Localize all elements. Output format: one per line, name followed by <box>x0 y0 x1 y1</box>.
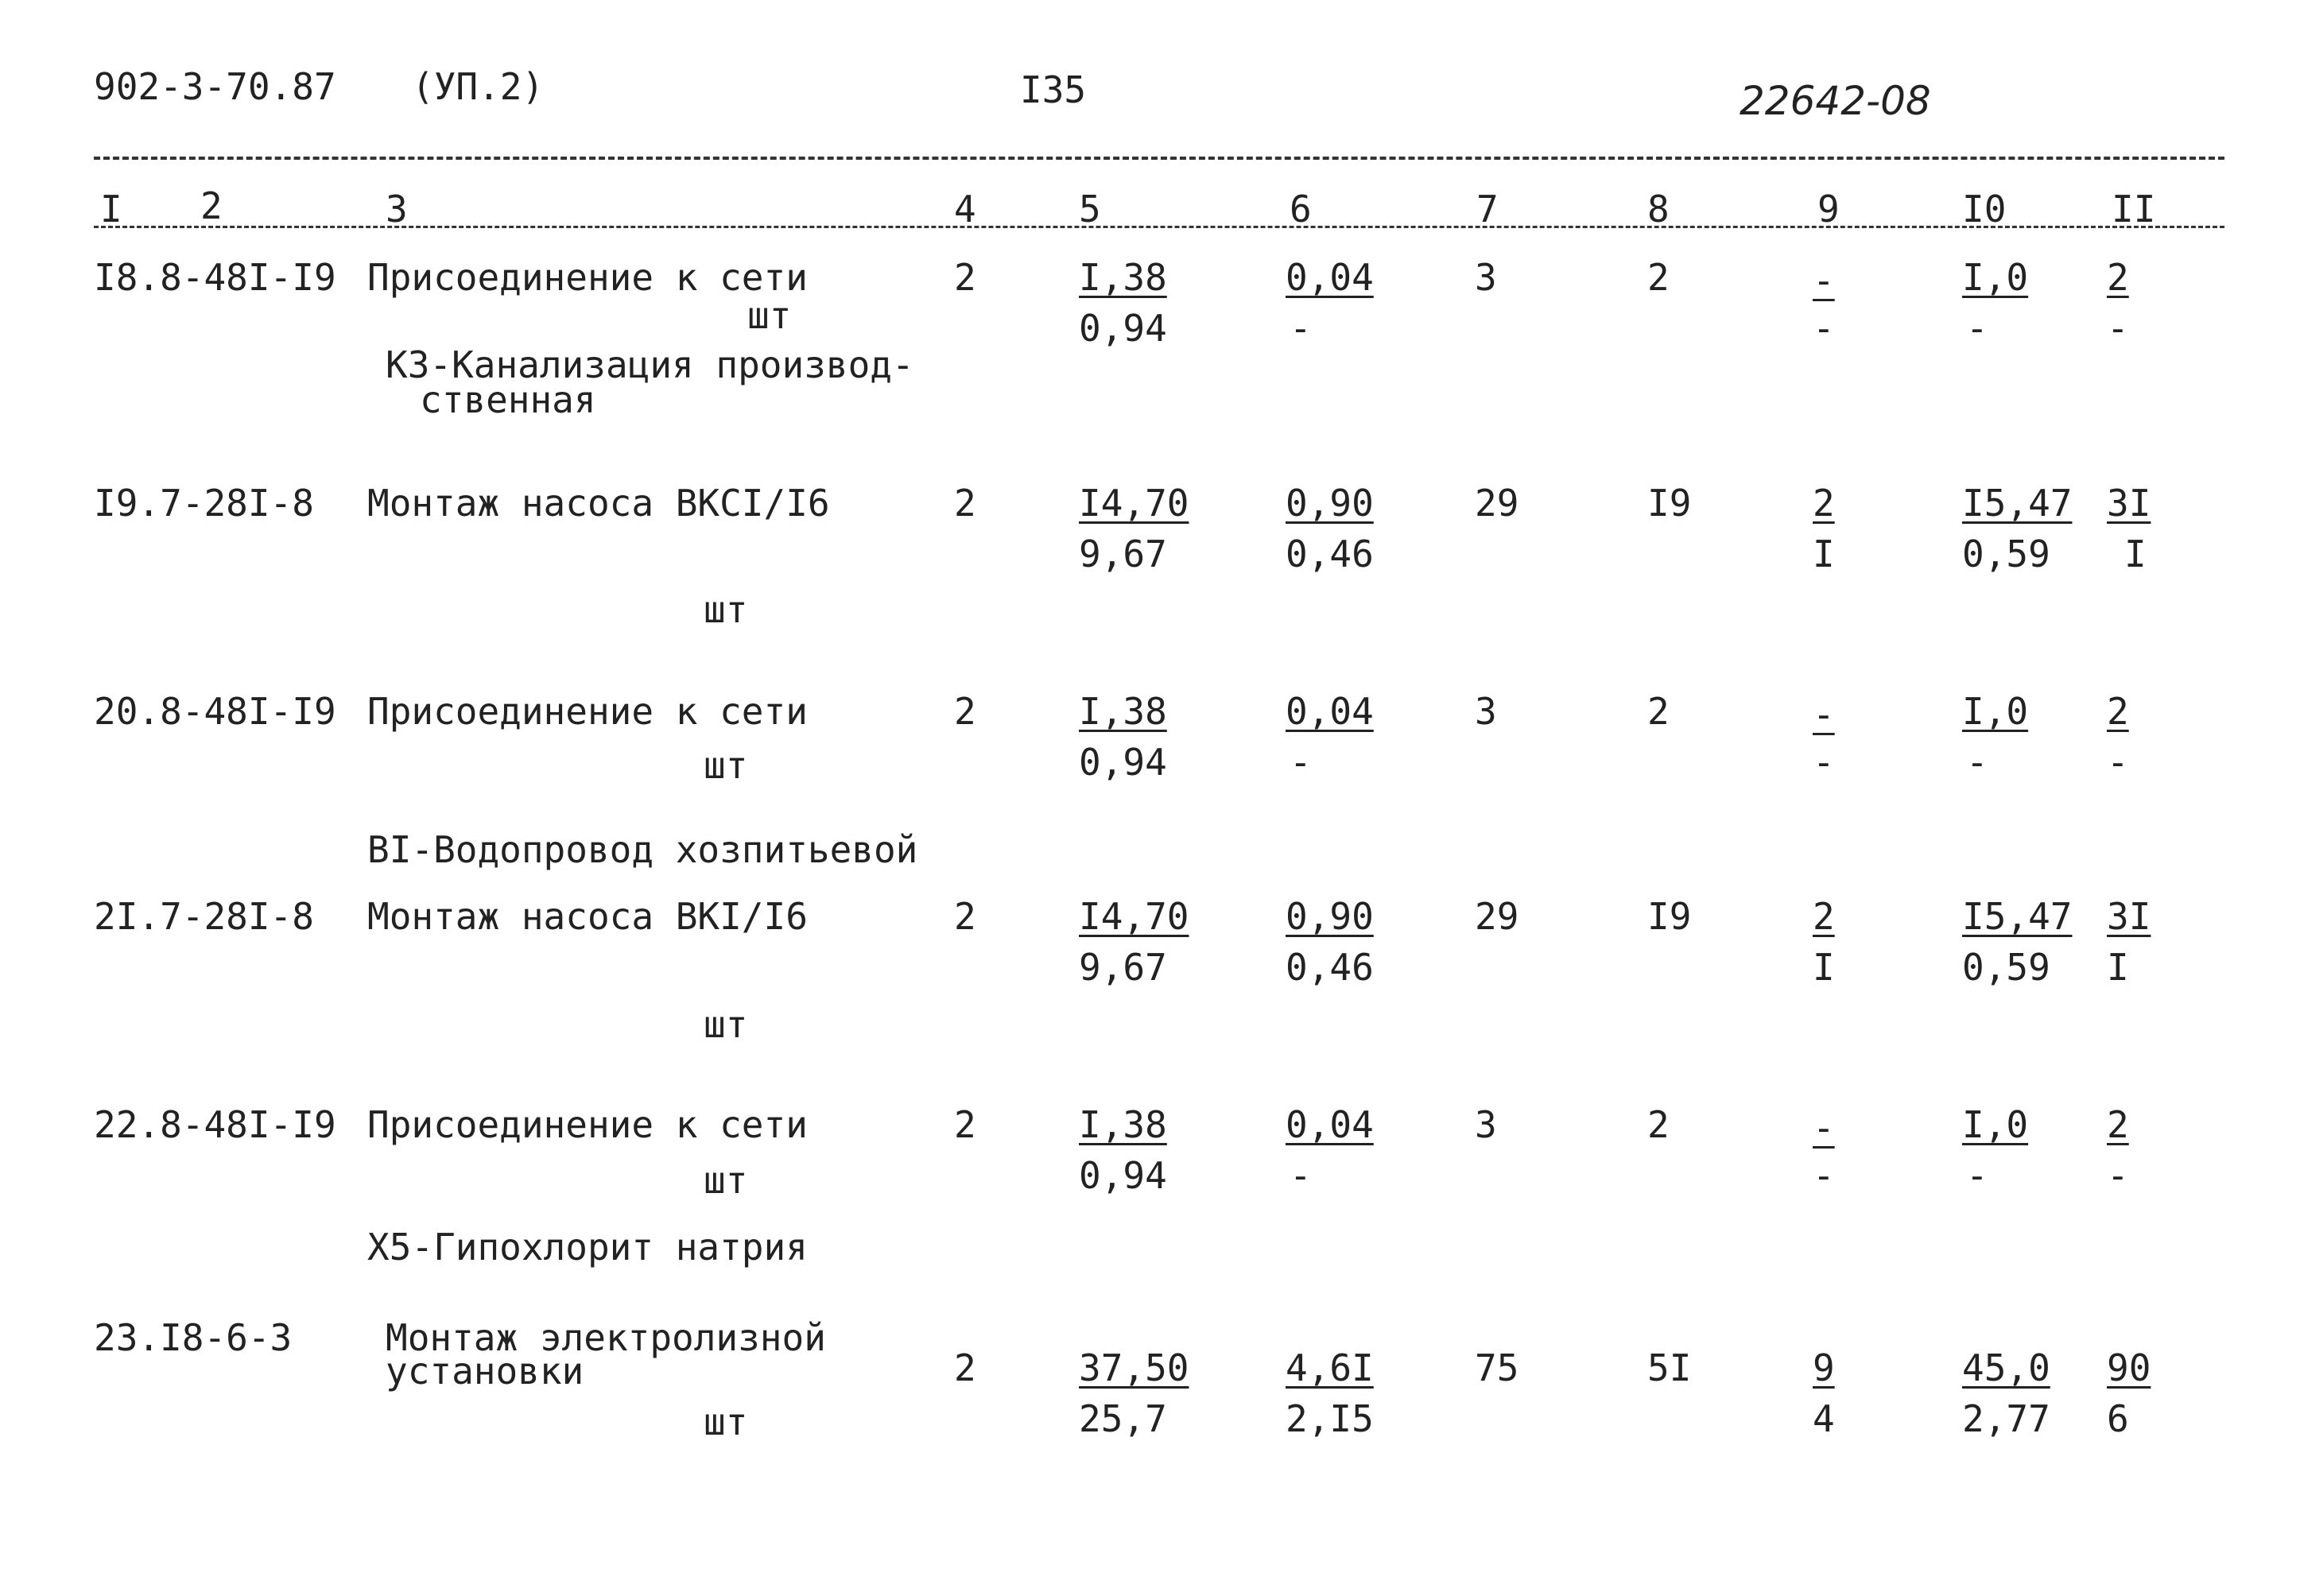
row-code: 23.I8-6-3 <box>94 1316 293 1359</box>
section-heading-k3: К3-Канализация производ- <box>386 343 914 386</box>
cell-col4: 2 <box>954 690 976 733</box>
row-code: I9.7-28I-8 <box>94 482 314 525</box>
cell-col6-bottom: 0,46 <box>1286 946 1374 989</box>
cell-col6-top: 0,04 <box>1286 690 1374 733</box>
section-heading-b1: ВI-Водопровод хозпитьевой <box>367 828 918 871</box>
cell-col4: 2 <box>954 895 976 938</box>
cell-col11-bottom: - <box>2107 307 2129 350</box>
cell-col6-top: 4,6I <box>1286 1346 1374 1389</box>
cell-col11-top: 3I <box>2107 482 2151 525</box>
cell-col5-bottom: 0,94 <box>1079 307 1167 350</box>
column-number-3: 3 <box>386 188 408 230</box>
cell-col9-bottom: I <box>1813 533 1835 575</box>
row-unit: шт <box>747 294 792 337</box>
cell-col5-top: 37,50 <box>1079 1346 1189 1389</box>
cell-col11-bottom: I <box>2124 533 2147 575</box>
row-unit: шт <box>704 588 748 631</box>
cell-col6-top: 0,04 <box>1286 1103 1374 1146</box>
cell-col11-top: 2 <box>2107 690 2129 733</box>
cell-col6-bottom: - <box>1290 741 1312 784</box>
cell-col7: 29 <box>1475 895 1519 938</box>
cell-col9-bottom: - <box>1813 307 1835 350</box>
cell-col11-top: 2 <box>2107 1103 2129 1146</box>
cell-col6-bottom: - <box>1290 307 1312 350</box>
cell-col10-bottom: 0,59 <box>1962 946 2050 989</box>
page-number: I35 <box>1020 68 1087 111</box>
column-number-10: I0 <box>1962 188 2007 230</box>
row-code: 20.8-48I-I9 <box>94 690 336 733</box>
cell-col6-bottom: 0,46 <box>1286 533 1374 575</box>
row-name: Монтаж насоса ВКСI/I6 <box>367 482 830 525</box>
album-number: (УП.2) <box>412 65 545 108</box>
cell-col6-top: 0,90 <box>1286 482 1374 525</box>
column-number-7: 7 <box>1476 188 1499 230</box>
cell-col7: 3 <box>1475 1103 1497 1146</box>
cell-col9-top: - <box>1813 693 1835 736</box>
cell-col7: 29 <box>1475 482 1519 525</box>
column-number-11: II <box>2112 188 2156 230</box>
cell-col9-bottom: - <box>1813 1154 1835 1197</box>
cell-col10-top: I,0 <box>1962 256 2029 299</box>
cell-col8: 2 <box>1647 256 1670 299</box>
column-number-9: 9 <box>1817 188 1840 230</box>
cell-col4: 2 <box>954 482 976 525</box>
row-name-cont: установки <box>386 1350 584 1393</box>
cell-col8: 2 <box>1647 690 1670 733</box>
section-heading-x5: Х5-Гипохлорит натрия <box>367 1226 808 1269</box>
cell-col9-bottom: - <box>1813 741 1835 784</box>
row-name: Присоединение к сети <box>367 690 808 733</box>
cell-col9-top: 2 <box>1813 482 1835 525</box>
cell-col11-bottom: - <box>2107 1154 2129 1197</box>
cell-col7: 3 <box>1475 690 1497 733</box>
row-unit: шт <box>704 1159 748 1202</box>
row-name: Монтаж электролизной <box>386 1316 826 1359</box>
column-number-5: 5 <box>1079 188 1101 230</box>
cell-col10-bottom: 2,77 <box>1962 1397 2050 1440</box>
cell-col8: I9 <box>1647 895 1692 938</box>
cell-col11-bottom: - <box>2107 741 2129 784</box>
column-number-8: 8 <box>1647 188 1670 230</box>
cell-col5-top: I4,70 <box>1079 482 1189 525</box>
row-code: 2I.7-28I-8 <box>94 895 314 938</box>
cell-col4: 2 <box>954 1103 976 1146</box>
row-unit: шт <box>704 1003 748 1046</box>
cell-col9-bottom: I <box>1813 946 1835 989</box>
cell-col10-bottom: - <box>1966 1154 1988 1197</box>
cell-col8: 2 <box>1647 1103 1670 1146</box>
cell-col10-top: I5,47 <box>1962 482 2073 525</box>
row-code: I8.8-48I-I9 <box>94 256 336 299</box>
cell-col10-top: 45,0 <box>1962 1346 2050 1389</box>
cell-col5-bottom: 9,67 <box>1079 533 1167 575</box>
cell-col4: 2 <box>954 256 976 299</box>
cell-col9-top: 9 <box>1813 1346 1835 1389</box>
cell-col8: I9 <box>1647 482 1692 525</box>
row-name: Присоединение к сети <box>367 1103 808 1146</box>
cell-col10-top: I5,47 <box>1962 895 2073 938</box>
section-heading-k3-cont: ственная <box>420 378 596 421</box>
cell-col7: 3 <box>1475 256 1497 299</box>
row-code: 22.8-48I-I9 <box>94 1103 336 1146</box>
cell-col6-bottom: 2,I5 <box>1286 1397 1374 1440</box>
cell-col11-bottom: I <box>2107 946 2129 989</box>
cell-col9-bottom: 4 <box>1813 1397 1835 1440</box>
cell-col5-bottom: 0,94 <box>1079 741 1167 784</box>
cell-col10-top: I,0 <box>1962 1103 2029 1146</box>
column-number-4: 4 <box>954 188 976 230</box>
cell-col5-bottom: 9,67 <box>1079 946 1167 989</box>
cell-col5-top: I4,70 <box>1079 895 1189 938</box>
cell-col11-top: 3I <box>2107 895 2151 938</box>
cell-col8: 5I <box>1647 1346 1692 1389</box>
cell-col11-bottom: 6 <box>2107 1397 2129 1440</box>
cell-col4: 2 <box>954 1346 976 1389</box>
cell-col6-top: 0,90 <box>1286 895 1374 938</box>
cell-col5-top: I,38 <box>1079 256 1167 299</box>
row-name: Присоединение к сети <box>367 256 808 299</box>
row-name: Монтаж насоса ВКI/I6 <box>367 895 808 938</box>
cell-col10-bottom: - <box>1966 741 1988 784</box>
cell-col9-top: - <box>1813 259 1835 302</box>
cell-col9-top: - <box>1813 1106 1835 1149</box>
cell-col5-bottom: 0,94 <box>1079 1154 1167 1197</box>
cell-col9-top: 2 <box>1813 895 1835 938</box>
column-header-rule <box>94 226 2224 228</box>
cell-col10-bottom: - <box>1966 307 1988 350</box>
cell-col5-top: I,38 <box>1079 690 1167 733</box>
doc-code: 902-3-70.87 <box>94 65 336 108</box>
cell-col10-top: I,0 <box>1962 690 2029 733</box>
column-number-1: I <box>100 188 122 230</box>
column-number-6: 6 <box>1290 188 1312 230</box>
header-separator <box>94 157 2224 160</box>
row-unit: шт <box>704 1400 748 1443</box>
row-unit: шт <box>704 744 748 787</box>
cell-col5-bottom: 25,7 <box>1079 1397 1167 1440</box>
cell-col11-top: 90 <box>2107 1346 2151 1389</box>
cell-col6-top: 0,04 <box>1286 256 1374 299</box>
cell-col6-bottom: - <box>1290 1154 1312 1197</box>
cell-col10-bottom: 0,59 <box>1962 533 2050 575</box>
column-number-2: 2 <box>200 184 223 227</box>
cell-col7: 75 <box>1475 1346 1519 1389</box>
cell-col11-top: 2 <box>2107 256 2129 299</box>
inventory-number: 22642-08 <box>1740 78 1931 124</box>
cell-col5-top: I,38 <box>1079 1103 1167 1146</box>
